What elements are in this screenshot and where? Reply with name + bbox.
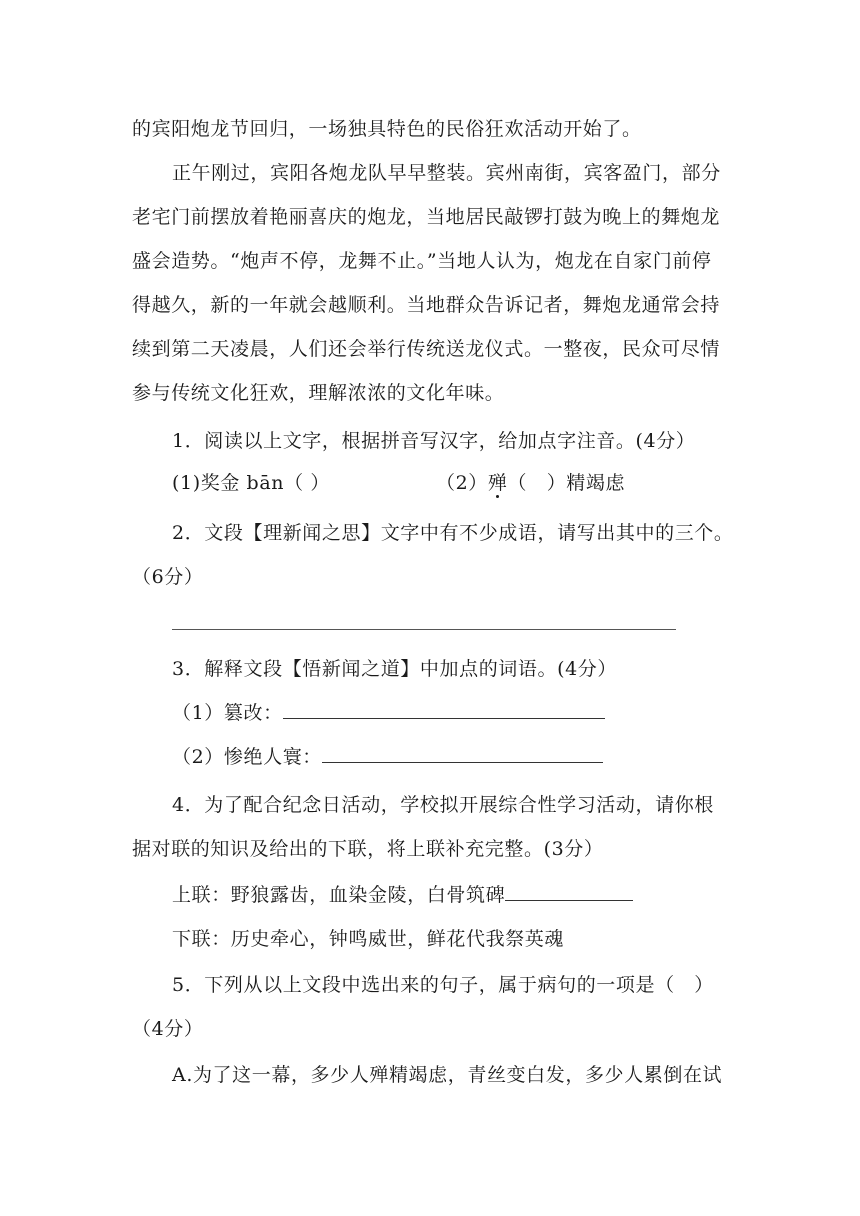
question-2-line-1: 2．文段【理新闻之思】文字中有不少成语，请写出其中的三个。	[172, 522, 734, 544]
question-2-line-2: （6分）	[132, 566, 204, 588]
couplet-upper	[172, 882, 633, 908]
question-5-line-1: 5．下列从以上文段中选出来的句子，属于病句的一项是（ ）	[172, 974, 714, 996]
question-5-line-2: （4分）	[132, 1018, 204, 1040]
question-1-part-b-prefix: （2）	[436, 472, 488, 494]
question-3-part-b	[172, 744, 603, 770]
paragraph-line: 的宾阳炮龙节回归，一场独具特色的民俗狂欢活动开始了。	[132, 118, 642, 140]
answer-blank	[322, 744, 603, 763]
paragraph-line: 参与传统文化狂欢，理解浓浓的文化年味。	[132, 382, 505, 404]
paragraph-line: 正午刚过，宾阳各炮龙队早早整装。宾州南街，宾客盈门，部分	[172, 162, 721, 184]
question-1-part-a: (1)奖金 bān（ ）	[172, 472, 330, 494]
question-3-stem: 3．解释文段【悟新闻之道】中加点的词语。(4分）	[172, 658, 617, 680]
answer-line	[172, 629, 676, 630]
dotted-character: 殚	[487, 472, 508, 494]
question-1-part-b-suffix: （ ）精竭虑	[507, 472, 626, 494]
question-3-part-a-label: （1）篡改：	[172, 702, 283, 724]
paragraph-line: 老宅门前摆放着艳丽喜庆的炮龙，当地居民敲锣打鼓为晚上的舞炮龙	[132, 206, 721, 228]
question-3-part-b-label: （2）惨绝人寰：	[172, 746, 322, 768]
question-3-part-a	[172, 700, 605, 726]
answer-blank	[283, 700, 605, 719]
paragraph-line: 盛会造势。“炮声不停，龙舞不止。”当地人认为，炮龙在自家门前停	[132, 250, 712, 272]
paragraph-line: 得越久，新的一年就会越顺利。当地群众告诉记者，舞炮龙通常会持	[132, 294, 721, 316]
paragraph-line: 续到第二天凌晨，人们还会举行传统送龙仪式。一整夜，民众可尽情	[132, 338, 721, 360]
question-4-line-1: 4．为了配合纪念日活动，学校拟开展综合性学习活动，请你根	[172, 794, 714, 816]
question-4-line-2: 据对联的知识及给出的下联，将上联补充完整。(3分）	[132, 838, 604, 860]
answer-blank	[505, 882, 633, 901]
couplet-upper-text: 上联：野狼露齿，血染金陵，白骨筑碑	[172, 884, 506, 906]
question-1-stem: 1．阅读以上文字，根据拼音写汉字，给加点字注音。(4分）	[172, 430, 696, 452]
question-5-option-a: A.为了这一幕，多少人殚精竭虑，青丝变白发，多少人累倒在试	[172, 1064, 723, 1086]
couplet-lower: 下联：历史牵心，钟鸣威世，鲜花代我祭英魂	[172, 928, 565, 950]
question-1-part-b	[436, 470, 625, 496]
